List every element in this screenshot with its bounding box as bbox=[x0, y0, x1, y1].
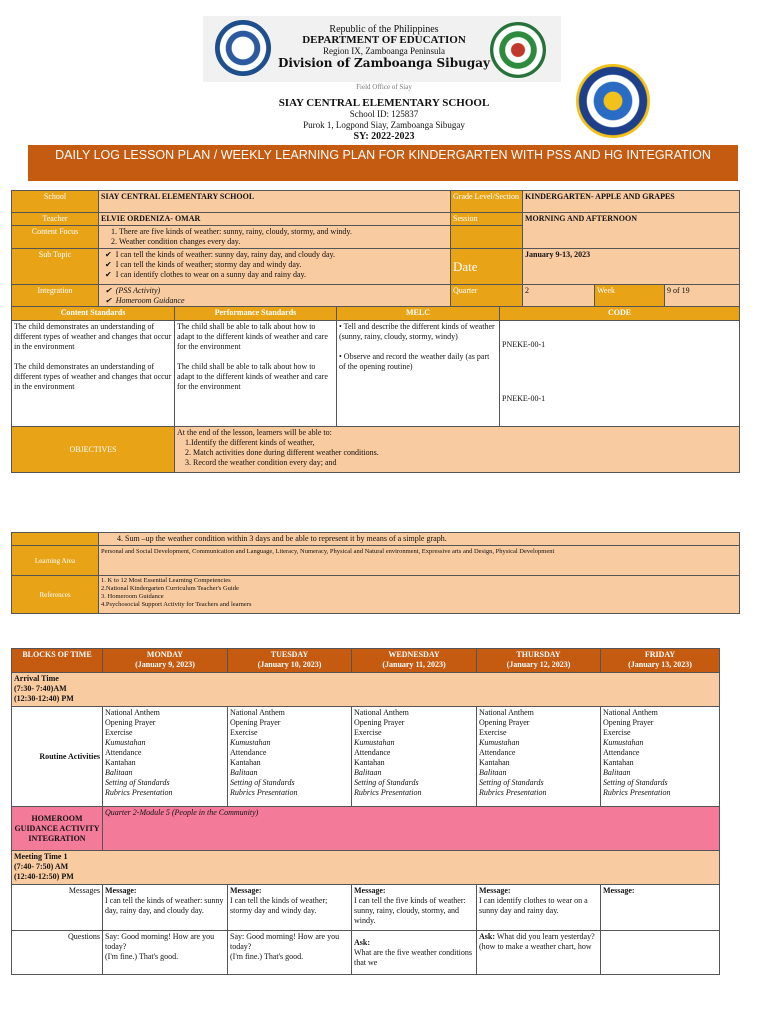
routine-wednesday bbox=[352, 707, 477, 807]
message-wednesday: Message: I can tell the five kinds of weather: sunny, rainy, cloudy, stormy, and windy. bbox=[352, 885, 477, 931]
objectives-cell bbox=[175, 427, 740, 473]
school-id: School ID: 125837 bbox=[349, 109, 419, 119]
learning-area-table bbox=[11, 532, 740, 614]
routine-item: National Anthem bbox=[354, 708, 409, 717]
melc-2: • Observe and record the weather daily (as part of the opening routine) bbox=[339, 352, 490, 371]
routine-item: Rubrics Presentation bbox=[479, 788, 547, 797]
objective-4-label bbox=[12, 533, 99, 546]
routine-item: National Anthem bbox=[105, 708, 160, 717]
grade-label: Grade Level/Section bbox=[451, 191, 523, 213]
objectives-label: OBJECTIVES bbox=[12, 427, 175, 473]
routine-item: Opening Prayer bbox=[105, 718, 156, 727]
performance-standards-header: Performance Standards bbox=[175, 307, 337, 321]
subtopics bbox=[99, 249, 451, 285]
routine-item: Attendance bbox=[230, 748, 267, 757]
school-label: School bbox=[12, 191, 99, 213]
date-label: Date bbox=[451, 249, 523, 285]
routine-friday bbox=[601, 707, 720, 807]
routine-item: National Anthem bbox=[230, 708, 285, 717]
day-header-wednesday: WEDNESDAY (January 11, 2023) bbox=[352, 649, 477, 673]
routine-item: Exercise bbox=[105, 728, 133, 737]
content-standards-cell bbox=[12, 321, 175, 427]
question-monday: Say: Good morning! How are you today? (I'm fine.) That's good. bbox=[103, 931, 228, 975]
routine-item: Balitaan bbox=[105, 768, 133, 777]
session-label-filler bbox=[451, 226, 523, 249]
session-value: MORNING AND AFTERNOON bbox=[523, 213, 740, 249]
week-value: 9 of 19 bbox=[665, 285, 740, 309]
routine-item: Exercise bbox=[479, 728, 507, 737]
objective-item: 3. Record the weather condition every day; and bbox=[185, 458, 337, 467]
message-tuesday: Message: I can tell the kinds of weather; stormy day and windy day. bbox=[228, 885, 352, 931]
content-focus-item: 1. There are five kinds of weather: sunny, rainy, cloudy, stormy, and windy. bbox=[119, 227, 448, 237]
routine-item: Attendance bbox=[603, 748, 640, 757]
blocks-of-time-header: BLOCKS OF TIME bbox=[12, 649, 103, 673]
routine-item: National Anthem bbox=[479, 708, 534, 717]
integration-label: Integration bbox=[12, 285, 99, 309]
learning-area-label: Learning Area bbox=[12, 546, 99, 576]
routine-label: Routine Activities bbox=[12, 707, 103, 807]
routine-thursday bbox=[477, 707, 601, 807]
school-value: SIAY CENTRAL ELEMENTARY SCHOOL bbox=[99, 191, 451, 213]
routine-item: Setting of Standards bbox=[230, 778, 295, 787]
day-header-thursday: THURSDAY (January 12, 2023) bbox=[477, 649, 601, 673]
day-header-monday: MONDAY (January 9, 2023) bbox=[103, 649, 228, 673]
meeting-time-row: Meeting Time 1 (7:40- 7:50) AM (12:40-12:50) PM bbox=[12, 851, 720, 885]
reference-item: 2.National Kindergarten Curriculum Teacher's Guide bbox=[101, 585, 239, 592]
subtopic-item: ✔ I can identify clothes to wear on a sunny day and rainy day. bbox=[117, 270, 448, 280]
republic-line: Republic of the Philippines bbox=[329, 24, 439, 35]
code-2: PNEKE-00-1 bbox=[502, 394, 546, 403]
references-cell bbox=[99, 576, 740, 614]
code-1: PNEKE-00-1 bbox=[502, 340, 546, 349]
question-friday bbox=[601, 931, 720, 975]
routine-item: Exercise bbox=[354, 728, 382, 737]
arrival-time-row: Arrival Time (7:30- 7:40)AM (12:30-12:40) PM bbox=[12, 673, 720, 707]
school-address: Purok 1, Logpond Siay, Zamboanga Sibugay bbox=[303, 120, 465, 130]
routine-item: Kantahan bbox=[230, 758, 261, 767]
objective-item-4: 4. Sum –up the weather condition within 3 days and be able to represent it by means of a simple graph. bbox=[99, 533, 740, 546]
quarter-value: 2 bbox=[523, 285, 595, 309]
content-standard-1: The child demonstrates an understanding of different types of weather and changes that occur in the environment bbox=[14, 322, 172, 351]
subtopic-label: Sub Topic bbox=[12, 249, 99, 285]
title-banner: DAILY LOG LESSON PLAN / WEEKLY LEARNING PLAN FOR KINDERGARTEN WITH PSS AND HG INTEGRATION bbox=[28, 145, 738, 181]
routine-item: Opening Prayer bbox=[479, 718, 530, 727]
message-thursday: Message: I can identify clothes to wear on a sunny day and rainy day. bbox=[477, 885, 601, 931]
learning-area-value: Personal and Social Development, Communication and Language, Literacy, Numeracy, Physical and Natural environment, Expressive arts and Design, Physical Development bbox=[99, 546, 740, 576]
routine-item: Exercise bbox=[603, 728, 631, 737]
routine-item: Attendance bbox=[479, 748, 516, 757]
routine-item: Setting of Standards bbox=[354, 778, 419, 787]
region-line: Region IX, Zamboanga Peninsula bbox=[323, 46, 445, 56]
school-year: SY: 2022-2023 bbox=[353, 131, 415, 142]
routine-item: National Anthem bbox=[603, 708, 658, 717]
content-focus-label: Content Focus bbox=[12, 226, 99, 249]
code-cell bbox=[500, 321, 740, 427]
routine-item: Opening Prayer bbox=[230, 718, 281, 727]
homeroom-label: HOMEROOM GUIDANCE ACTIVITY INTEGRATION bbox=[12, 807, 103, 851]
question-wednesday: Ask: What are the five weather conditions that we bbox=[352, 931, 477, 975]
date-value: January 9-13, 2023 bbox=[523, 249, 740, 285]
routine-item: Kantahan bbox=[603, 758, 634, 767]
message-friday: Message: bbox=[601, 885, 720, 931]
routine-item: Rubrics Presentation bbox=[603, 788, 671, 797]
content-standard-2: The child demonstrates an understanding of different types of weather and changes that occur in the environment bbox=[14, 362, 172, 391]
routine-item: Attendance bbox=[354, 748, 391, 757]
routine-item: Setting of Standards bbox=[105, 778, 170, 787]
routine-item: Setting of Standards bbox=[479, 778, 544, 787]
routine-item: Kumustahan bbox=[479, 738, 520, 747]
melc-header: MELC bbox=[337, 307, 500, 321]
integration-item: ✔ (PSS Activity) bbox=[117, 286, 448, 296]
office-line: Field Office of Siay bbox=[356, 83, 412, 91]
division-line: Division of Zamboanga Sibugay bbox=[277, 56, 490, 70]
code-header: CODE bbox=[500, 307, 740, 321]
quarter-label: Quarter bbox=[451, 285, 523, 309]
routine-item: Rubrics Presentation bbox=[354, 788, 422, 797]
content-standards-header: Content Standards bbox=[12, 307, 175, 321]
reference-item: 4.Psychosocial Support Activity for Teachers and learners bbox=[101, 601, 252, 608]
routine-item: Rubrics Presentation bbox=[230, 788, 298, 797]
references-label: References bbox=[12, 576, 99, 614]
objectives-intro: At the end of the lesson, learners will be able to: bbox=[177, 428, 332, 437]
routine-item: Rubrics Presentation bbox=[105, 788, 173, 797]
reference-item: 3. Homeroom Guidance bbox=[101, 593, 164, 600]
routine-item: Attendance bbox=[105, 748, 142, 757]
objective-item: 2. Match activities done during different weather conditions. bbox=[185, 448, 379, 457]
routine-row bbox=[12, 707, 720, 807]
routine-monday bbox=[103, 707, 228, 807]
routine-item: Kumustahan bbox=[230, 738, 271, 747]
integration bbox=[99, 285, 451, 309]
integration-item: ✔ Homeroom Guidance bbox=[117, 296, 448, 306]
routine-item: Kantahan bbox=[354, 758, 385, 767]
message-monday: Message: I can tell the kinds of weather: sunny day, rainy day, and cloudy day. bbox=[103, 885, 228, 931]
routine-item: Balitaan bbox=[479, 768, 507, 777]
melc-cell bbox=[337, 321, 500, 427]
schedule-table bbox=[11, 648, 720, 975]
performance-standard-2: The child shall be able to talk about how to adapt to the different kinds of weather and care for the environment bbox=[177, 362, 328, 391]
reference-item: 1. K to 12 Most Essential Learning Competencies bbox=[101, 577, 231, 584]
standards-table bbox=[11, 306, 740, 473]
performance-standard-1: The child shall be able to talk about how to adapt to the different kinds of weather and care for the environment bbox=[177, 322, 328, 351]
routine-item: Balitaan bbox=[354, 768, 382, 777]
routine-item: Opening Prayer bbox=[603, 718, 654, 727]
objective-item: 1.Identify the different kinds of weather, bbox=[185, 438, 315, 447]
routine-item: Kumustahan bbox=[105, 738, 146, 747]
session-label: Session bbox=[451, 213, 523, 226]
performance-standards-cell bbox=[175, 321, 337, 427]
lesson-info-table bbox=[11, 190, 740, 309]
routine-item: Setting of Standards bbox=[603, 778, 668, 787]
subtopic-item: ✔ I can tell the kinds of weather: sunny day, rainy day, and cloudy day. bbox=[117, 250, 448, 260]
routine-item: Kantahan bbox=[105, 758, 136, 767]
teacher-label: Teacher bbox=[12, 213, 99, 226]
routine-tuesday bbox=[228, 707, 352, 807]
week-label: Week bbox=[595, 285, 665, 309]
homeroom-value: Quarter 2-Module 5 (People in the Community) bbox=[103, 807, 720, 851]
routine-item: Kantahan bbox=[479, 758, 510, 767]
routine-item: Opening Prayer bbox=[354, 718, 405, 727]
question-thursday: Ask: What did you learn yesterday?(how to make a weather chart, how bbox=[477, 931, 601, 975]
teacher-value: ELVIE ORDENIZA- OMAR bbox=[99, 213, 451, 226]
school-name: SIAY CENTRAL ELEMENTARY SCHOOL bbox=[278, 97, 490, 109]
subtopic-item: ✔ I can tell the kinds of weather; stormy day and windy day. bbox=[117, 260, 448, 270]
routine-item: Kumustahan bbox=[603, 738, 644, 747]
routine-item: Exercise bbox=[230, 728, 258, 737]
department-line: DEPARTMENT OF EDUCATION bbox=[302, 34, 466, 46]
content-focus-item: 2. Weather condition changes every day. bbox=[119, 237, 448, 247]
messages-label: Messages bbox=[12, 885, 103, 931]
grade-value: KINDERGARTEN- APPLE AND GRAPES bbox=[523, 191, 740, 213]
question-tuesday: Say: Good morning! How are you today? (I'm fine.) That's good. bbox=[228, 931, 352, 975]
content-focus bbox=[99, 226, 451, 249]
routine-item: Kumustahan bbox=[354, 738, 395, 747]
day-header-friday: FRIDAY (January 13, 2023) bbox=[601, 649, 720, 673]
routine-item: Balitaan bbox=[603, 768, 631, 777]
day-header-tuesday: TUESDAY (January 10, 2023) bbox=[228, 649, 352, 673]
questions-label: Questions bbox=[12, 931, 103, 975]
routine-item: Balitaan bbox=[230, 768, 258, 777]
melc-1: • Tell and describe the different kinds of weather (sunny, rainy, cloudy, stormy, windy) bbox=[339, 322, 495, 341]
